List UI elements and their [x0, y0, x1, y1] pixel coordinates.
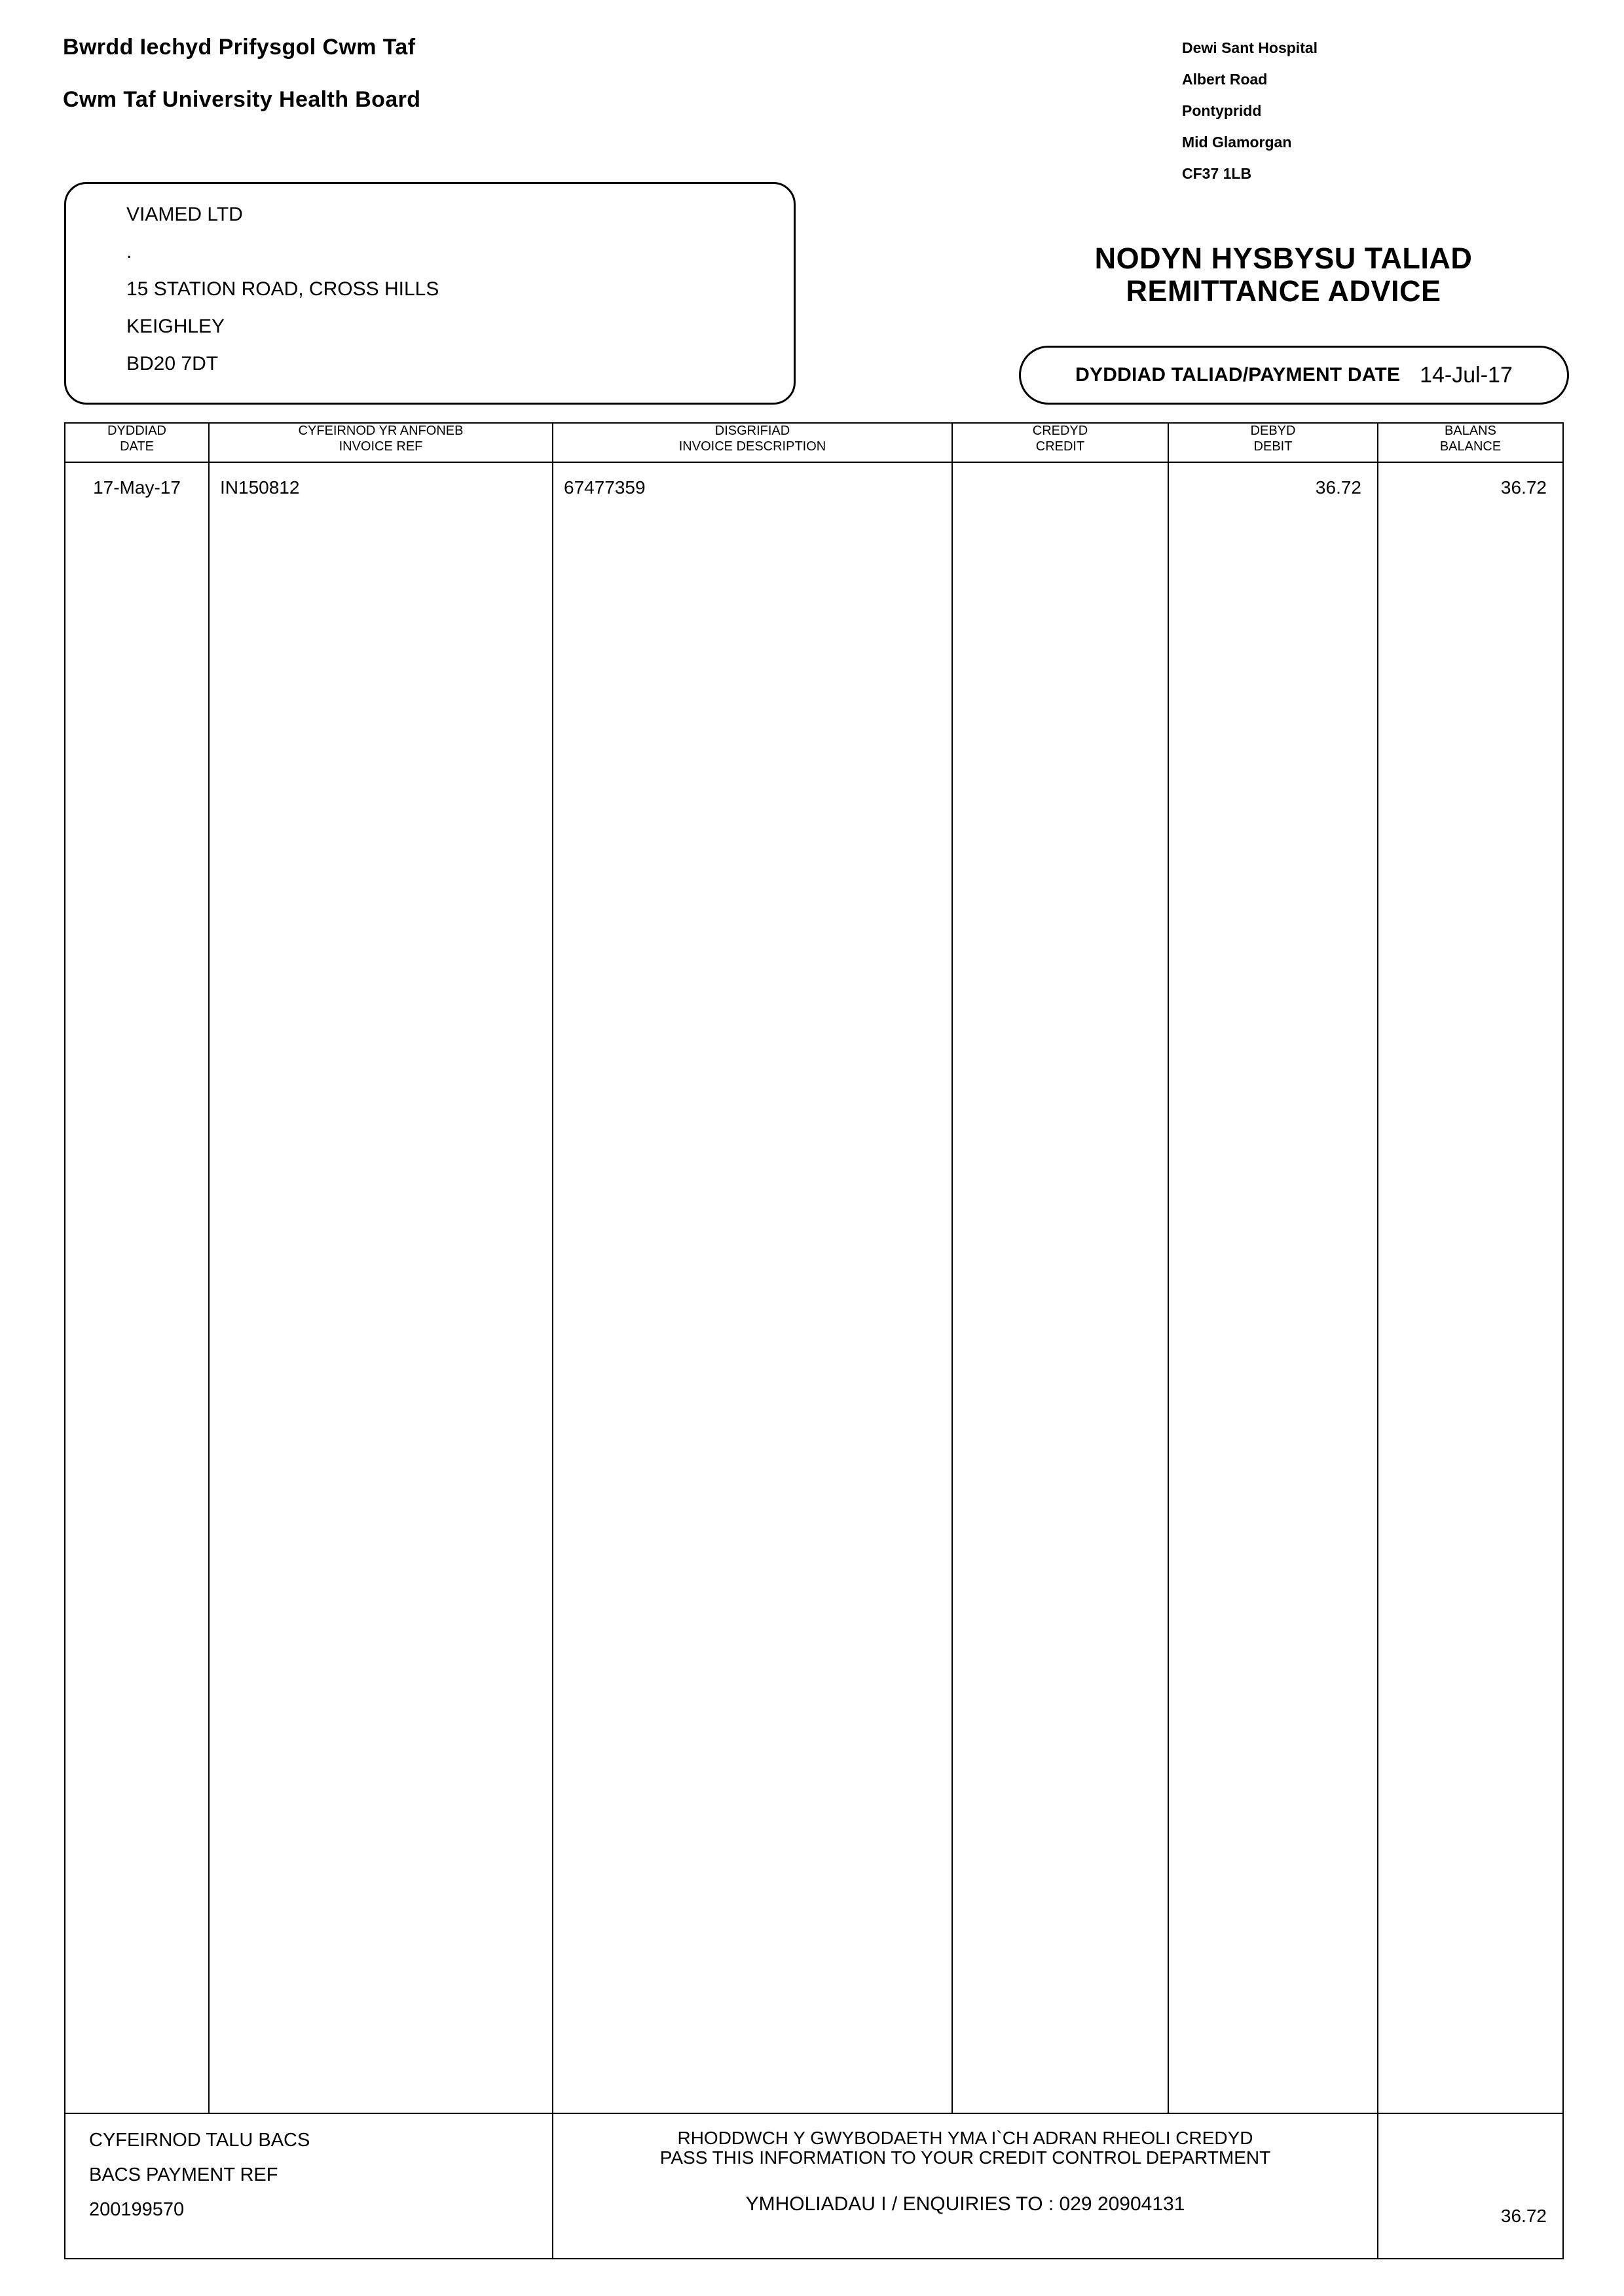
column-header-credit [952, 423, 1168, 462]
cell-balance-value: 36.72 [1500, 477, 1547, 498]
hospital-address-block [1182, 41, 1318, 198]
document-title [995, 242, 1572, 308]
bacs-label-welsh: CYFEIRNOD TALU BACS [89, 2130, 310, 2151]
column-header-date [65, 423, 209, 462]
supplier-address-line-2: . [126, 241, 132, 263]
payment-date-box [1019, 346, 1569, 405]
cell-date-value: 17-May-17 [93, 477, 181, 498]
cell-description-value: 67477359 [564, 477, 646, 498]
enquiries-line: YMHOLIADAU I / ENQUIRIES TO : 029 20904131 [745, 2193, 1185, 2215]
supplier-address-line-1: VIAMED LTD [126, 204, 243, 225]
column-header-balance-welsh: BALANS [1445, 424, 1496, 438]
cell-description [553, 462, 952, 2113]
supplier-address-line-5: BD20 7DT [126, 353, 219, 374]
total-value: 36.72 [1500, 2206, 1547, 2226]
column-header-description-english: INVOICE DESCRIPTION [678, 439, 826, 454]
document-title-welsh: NODYN HYSBYSU TALIAD [1094, 242, 1473, 275]
table-header-row [65, 423, 1563, 462]
supplier-address-line-4: KEIGHLEY [126, 316, 225, 337]
organisation-name-block [63, 36, 420, 141]
document-title-english: REMITTANCE ADVICE [1126, 274, 1441, 308]
column-header-debit-welsh: DEBYD [1250, 424, 1296, 438]
column-header-credit-english: CREDIT [1035, 439, 1085, 454]
cell-date [65, 462, 209, 2113]
notice-english: PASS THIS INFORMATION TO YOUR CREDIT CONTROL DEPARTMENT [659, 2147, 1271, 2168]
bacs-reference-value: 200199570 [89, 2199, 185, 2220]
cell-debit-value: 36.72 [1315, 477, 1361, 498]
column-header-invoice-ref-welsh: CYFEIRNOD YR ANFONEB [298, 424, 464, 438]
supplier-address-box [64, 182, 796, 405]
cell-credit-value [953, 463, 1168, 477]
column-header-balance [1378, 423, 1563, 462]
column-header-date-welsh: DYDDIAD [107, 424, 166, 438]
payment-date-label: DYDDIAD TALIAD/PAYMENT DATE [1075, 364, 1401, 386]
hospital-address-line-1: Dewi Sant Hospital [1182, 39, 1318, 56]
organisation-name-english: Cwm Taf University Health Board [63, 87, 421, 112]
column-header-balance-english: BALANCE [1439, 439, 1502, 454]
column-header-credit-welsh: CREDYD [1032, 424, 1088, 438]
table-footer-row [65, 2113, 1563, 2259]
hospital-address-line-2: Albert Road [1182, 71, 1268, 88]
cell-balance [1378, 462, 1563, 2113]
cell-credit [952, 462, 1168, 2113]
column-header-debit-english: DEBIT [1253, 439, 1293, 454]
column-header-description [553, 423, 952, 462]
table-row [65, 462, 1563, 2113]
column-header-date-english: DATE [120, 439, 154, 454]
column-header-debit [1168, 423, 1378, 462]
notice-cell [553, 2113, 1378, 2259]
total-cell [1378, 2113, 1563, 2259]
supplier-address-line-3: 15 STATION ROAD, CROSS HILLS [126, 278, 439, 300]
notice-welsh: RHODDWCH Y GWYBODAETH YMA I`CH ADRAN RHEOLI CREDYD [677, 2128, 1253, 2148]
hospital-address-line-3: Pontypridd [1182, 102, 1262, 119]
bacs-label-english: BACS PAYMENT REF [89, 2164, 278, 2185]
hospital-address-line-5: CF37 1LB [1182, 165, 1252, 182]
cell-invoice-ref [209, 462, 553, 2113]
hospital-address-line-4: Mid Glamorgan [1182, 134, 1292, 151]
transactions-table [64, 422, 1562, 2255]
payment-date-value: 14-Jul-17 [1420, 362, 1513, 388]
column-header-invoice-ref [209, 423, 553, 462]
column-header-invoice-ref-english: INVOICE REF [339, 439, 423, 454]
column-header-description-welsh: DISGRIFIAD [714, 424, 790, 438]
cell-debit [1168, 462, 1378, 2113]
cell-invoice-ref-value: IN150812 [220, 477, 300, 498]
organisation-name-welsh: Bwrdd Iechyd Prifysgol Cwm Taf [63, 35, 416, 60]
bacs-reference-cell [65, 2113, 553, 2259]
